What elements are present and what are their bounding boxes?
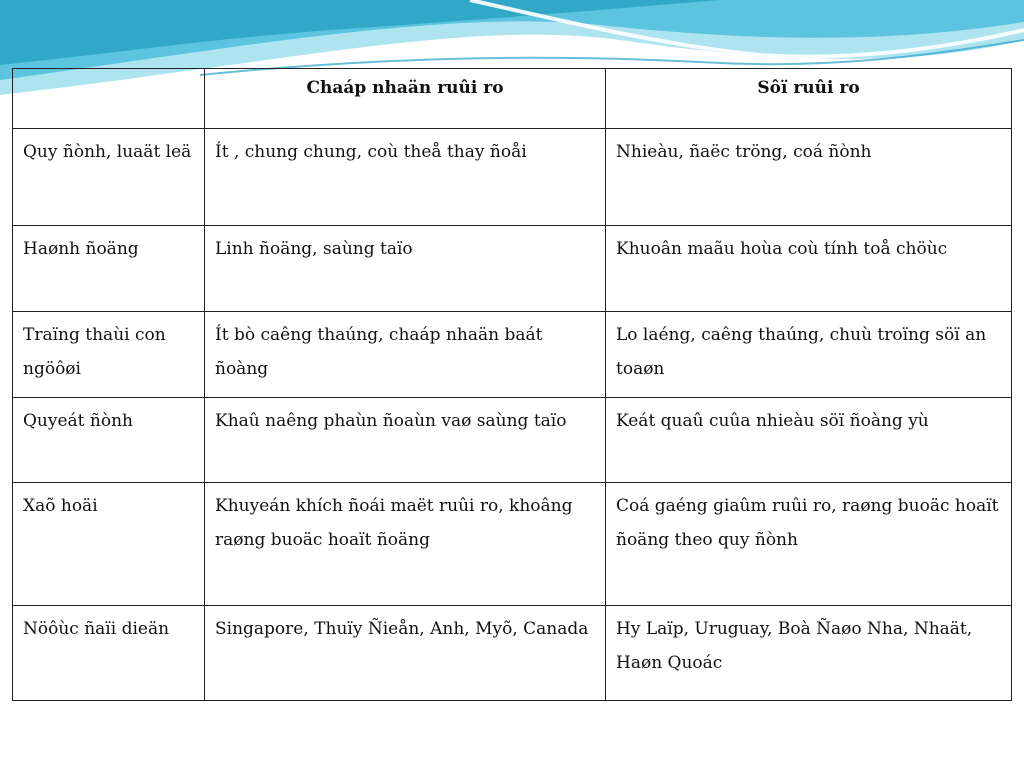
cell-aversion: Lo laéng, caêng thaúng, chuù troïng söï an toaøn: [606, 312, 1012, 398]
cell-aversion: Khuoân maãu hoùa coù tính toå chöùc: [606, 226, 1012, 312]
table-row: [13, 312, 1012, 398]
cell-acceptance: Khaû naêng phaùn ñoaùn vaø saùng taïo: [205, 398, 606, 483]
comparison-table: [12, 68, 1012, 701]
row-label: Quy ñònh, luaät leä: [13, 129, 205, 226]
cell-aversion: Keát quaû cuûa nhieàu söï ñoàng yù: [606, 398, 1012, 483]
table-row: [13, 226, 1012, 312]
row-label: Nöôùc ñaïi dieän: [13, 606, 205, 701]
cell-aversion: Coá gaéng giaûm ruûi ro, raøng buoäc hoaït ñoäng theo quy ñònh: [606, 483, 1012, 606]
table-row: [13, 606, 1012, 701]
row-label: Quyeát ñònh: [13, 398, 205, 483]
header-risk-aversion: Sôï ruûi ro: [606, 69, 1012, 129]
row-label: Haønh ñoäng: [13, 226, 205, 312]
cell-acceptance: Ít bò caêng thaúng, chaáp nhaän baát ñoàng: [205, 312, 606, 398]
cell-acceptance: Ít , chung chung, coù theå thay ñoåi: [205, 129, 606, 226]
cell-aversion: Hy Laïp, Uruguay, Boà Ñaøo Nha, Nhaät, Haøn Quoác: [606, 606, 1012, 701]
header-empty-cell: [13, 69, 205, 129]
cell-acceptance: Linh ñoäng, saùng taïo: [205, 226, 606, 312]
cell-acceptance: Khuyeán khích ñoái maët ruûi ro, khoâng raøng buoäc hoaït ñoäng: [205, 483, 606, 606]
header-risk-acceptance: Chaáp nhaän ruûi ro: [205, 69, 606, 129]
table-row: [13, 483, 1012, 606]
cell-aversion: Nhieàu, ñaëc tröng, coá ñònh: [606, 129, 1012, 226]
row-label: Xaõ hoäi: [13, 483, 205, 606]
cell-acceptance: Singapore, Thuïy Ñieån, Anh, Myõ, Canada: [205, 606, 606, 701]
table-row: [13, 129, 1012, 226]
row-label: Traïng thaùi con ngöôøi: [13, 312, 205, 398]
header-row: [13, 69, 1012, 129]
table-row: [13, 398, 1012, 483]
